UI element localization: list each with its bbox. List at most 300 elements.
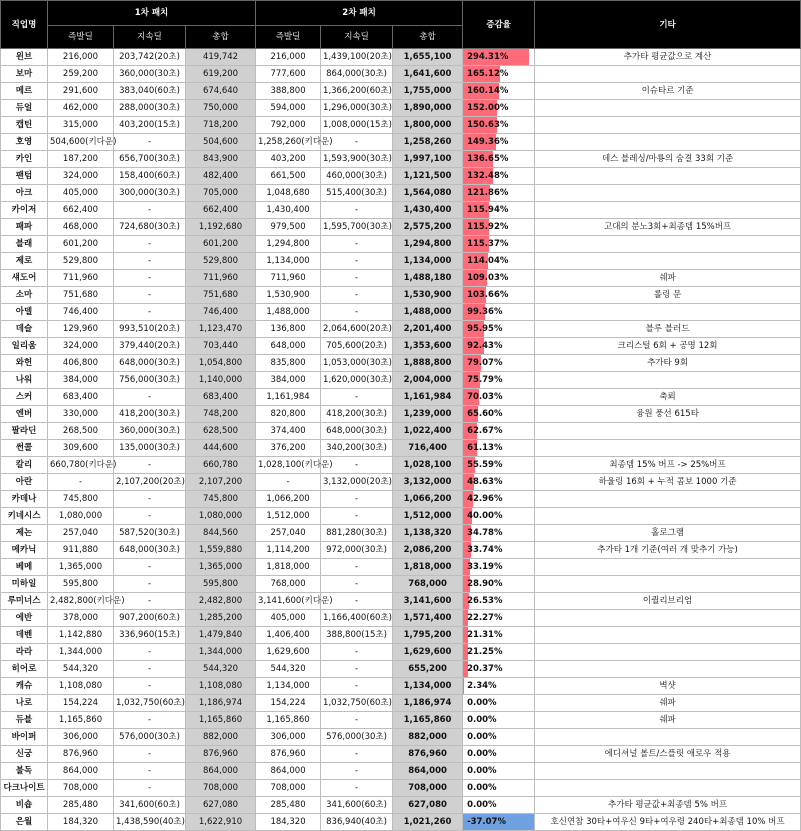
- instant-damage-1: 184,320: [48, 814, 114, 831]
- change-rate: [463, 780, 535, 797]
- note: 데스 블레싱/마룡의 숨결 33회 기준: [535, 151, 801, 168]
- dot-damage-1: -: [114, 389, 186, 406]
- change-rate: [463, 321, 535, 338]
- table-row: [1, 270, 801, 287]
- instant-damage-2: 136,800: [256, 321, 321, 338]
- table-row: [1, 695, 801, 712]
- table-row: [1, 372, 801, 389]
- total-damage-2: 1,165,860: [393, 712, 463, 729]
- dot-damage-2: -: [321, 780, 393, 797]
- change-rate: [463, 338, 535, 355]
- instant-damage-2: 376,200: [256, 440, 321, 457]
- instant-damage-1: 378,000: [48, 610, 114, 627]
- instant-damage-2: 594,000: [256, 100, 321, 117]
- rate-text: 48.63%: [467, 477, 502, 487]
- table-row: [1, 729, 801, 746]
- note: [535, 440, 801, 457]
- dot-damage-1: 587,520(30초): [114, 525, 186, 542]
- total-damage-2: 1,530,900: [393, 287, 463, 304]
- dot-damage-2: -: [321, 763, 393, 780]
- note: 홀로그램: [535, 525, 801, 542]
- dot-damage-2: -: [321, 576, 393, 593]
- dot-damage-2: -: [321, 270, 393, 287]
- instant-damage-2: 374,400: [256, 423, 321, 440]
- table-row: [1, 814, 801, 831]
- rate-text: 115.92%: [467, 222, 508, 232]
- dot-damage-1: -: [114, 202, 186, 219]
- change-rate: [463, 576, 535, 593]
- total-damage-2: 1,239,000: [393, 406, 463, 423]
- rate-text: 294.31%: [467, 52, 508, 62]
- instant-damage-1: 745,800: [48, 491, 114, 508]
- job-name: 불독: [1, 763, 48, 780]
- header-dot-1: 지속딜: [114, 26, 186, 49]
- total-damage-1: 660,780: [186, 457, 256, 474]
- table-row: [1, 491, 801, 508]
- note: 롤링 문: [535, 287, 801, 304]
- instant-damage-2: -: [256, 474, 321, 491]
- instant-damage-2: 768,000: [256, 576, 321, 593]
- dot-damage-2: 1,366,200(60초): [321, 83, 393, 100]
- job-name: 캐슈: [1, 678, 48, 695]
- dot-damage-1: -: [114, 678, 186, 695]
- instant-damage-2: 285,480: [256, 797, 321, 814]
- change-rate: [463, 559, 535, 576]
- total-damage-1: 1,054,800: [186, 355, 256, 372]
- note: [535, 168, 801, 185]
- note: [535, 423, 801, 440]
- rate-text: 160.14%: [467, 86, 508, 96]
- note: 크리스털 6회 + 공명 12회: [535, 338, 801, 355]
- instant-damage-1: 268,500: [48, 423, 114, 440]
- job-name: 데벤: [1, 627, 48, 644]
- total-damage-1: 705,000: [186, 185, 256, 202]
- rate-text: 75.79%: [467, 375, 502, 385]
- rate-text: 0.00%: [467, 732, 497, 742]
- dot-damage-2: -: [321, 559, 393, 576]
- instant-damage-1: 468,000: [48, 219, 114, 236]
- change-rate: [463, 423, 535, 440]
- dot-damage-2: -: [321, 508, 393, 525]
- total-damage-1: 1,559,880: [186, 542, 256, 559]
- instant-damage-2: 184,320: [256, 814, 321, 831]
- change-rate: [463, 219, 535, 236]
- dot-damage-2: 460,000(30초): [321, 168, 393, 185]
- instant-damage-1: 257,040: [48, 525, 114, 542]
- note: [535, 508, 801, 525]
- total-damage-1: 674,640: [186, 83, 256, 100]
- job-name: 루미너스: [1, 593, 48, 610]
- instant-damage-1: 1,080,000: [48, 508, 114, 525]
- job-name: 호영: [1, 134, 48, 151]
- table-row: [1, 236, 801, 253]
- instant-damage-1: 324,000: [48, 168, 114, 185]
- dot-damage-2: -: [321, 746, 393, 763]
- instant-damage-2: 1,629,600: [256, 644, 321, 661]
- job-name: 아크: [1, 185, 48, 202]
- total-damage-1: 1,622,910: [186, 814, 256, 831]
- table-row: [1, 559, 801, 576]
- note: [535, 763, 801, 780]
- note: [535, 610, 801, 627]
- total-damage-2: 1,294,800: [393, 236, 463, 253]
- total-damage-1: 748,200: [186, 406, 256, 423]
- rate-text: 28.90%: [467, 579, 502, 589]
- total-damage-1: 1,344,000: [186, 644, 256, 661]
- dot-damage-2: 1,595,700(30초): [321, 219, 393, 236]
- header-patch2: 2차 패치: [256, 1, 463, 26]
- table-row: [1, 457, 801, 474]
- total-damage-1: 2,107,200: [186, 474, 256, 491]
- instant-damage-2: 403,200: [256, 151, 321, 168]
- total-damage-2: 1,888,800: [393, 355, 463, 372]
- instant-damage-1: 662,400: [48, 202, 114, 219]
- job-name: 섀도어: [1, 270, 48, 287]
- dot-damage-1: -: [114, 304, 186, 321]
- total-damage-2: 1,028,100: [393, 457, 463, 474]
- dot-damage-1: 576,000(30초): [114, 729, 186, 746]
- rate-text: 132.48%: [467, 171, 508, 181]
- total-damage-1: 619,200: [186, 66, 256, 83]
- table-row: [1, 287, 801, 304]
- table-row: [1, 797, 801, 814]
- rate-text: 109.03%: [467, 273, 508, 283]
- note: 이슈타르 기준: [535, 83, 801, 100]
- job-name: 칼리: [1, 457, 48, 474]
- job-name: 미하일: [1, 576, 48, 593]
- total-damage-2: 1,134,000: [393, 253, 463, 270]
- total-damage-1: 1,165,860: [186, 712, 256, 729]
- note: [535, 100, 801, 117]
- instant-damage-1: 406,800: [48, 355, 114, 372]
- dot-damage-2: 705,600(20초): [321, 338, 393, 355]
- rate-text: 55.59%: [467, 460, 502, 470]
- job-name: 제로: [1, 253, 48, 270]
- change-rate: [463, 134, 535, 151]
- total-damage-1: 683,400: [186, 389, 256, 406]
- instant-damage-1: 660,780(키다운): [48, 457, 114, 474]
- instant-damage-2: 1,134,000: [256, 253, 321, 270]
- job-name: 일리움: [1, 338, 48, 355]
- job-name: 썬콜: [1, 440, 48, 457]
- dot-damage-2: -: [321, 304, 393, 321]
- note: [535, 491, 801, 508]
- change-rate: [463, 304, 535, 321]
- change-rate: [463, 253, 535, 270]
- instant-damage-1: 1,142,880: [48, 627, 114, 644]
- total-damage-2: 1,795,200: [393, 627, 463, 644]
- change-rate: [463, 100, 535, 117]
- rate-text: 21.25%: [467, 647, 502, 657]
- instant-damage-2: 708,000: [256, 780, 321, 797]
- dot-damage-1: 288,000(30초): [114, 100, 186, 117]
- note: 추가타 평균값+최종뎀 5% 버프: [535, 797, 801, 814]
- total-damage-2: 1,134,000: [393, 678, 463, 695]
- instant-damage-1: 306,000: [48, 729, 114, 746]
- change-rate: [463, 355, 535, 372]
- total-damage-2: 1,818,000: [393, 559, 463, 576]
- change-rate: [463, 797, 535, 814]
- total-damage-1: 504,600: [186, 134, 256, 151]
- total-damage-2: 2,575,200: [393, 219, 463, 236]
- note: 고대의 분노3회+최종뎀 15%버프: [535, 219, 801, 236]
- rate-text: 165.12%: [467, 69, 508, 79]
- rate-text: 95.95%: [467, 324, 502, 334]
- rate-text: -37.07%: [467, 817, 506, 827]
- instant-damage-2: 648,000: [256, 338, 321, 355]
- dot-damage-1: -: [114, 576, 186, 593]
- instant-damage-2: 1,134,000: [256, 678, 321, 695]
- dot-damage-1: 993,510(20초): [114, 321, 186, 338]
- instant-damage-1: 187,200: [48, 151, 114, 168]
- change-rate: [463, 389, 535, 406]
- total-damage-2: 1,353,600: [393, 338, 463, 355]
- total-damage-1: 627,080: [186, 797, 256, 814]
- instant-damage-1: 259,200: [48, 66, 114, 83]
- instant-damage-1: 683,400: [48, 389, 114, 406]
- instant-damage-1: 864,000: [48, 763, 114, 780]
- rate-text: 61.13%: [467, 443, 502, 453]
- note: 쉐파: [535, 712, 801, 729]
- change-rate: [463, 525, 535, 542]
- instant-damage-1: 751,680: [48, 287, 114, 304]
- table-row: [1, 151, 801, 168]
- table-row: [1, 440, 801, 457]
- dot-damage-2: 515,400(30초): [321, 185, 393, 202]
- total-damage-2: 1,890,000: [393, 100, 463, 117]
- total-damage-2: 2,086,200: [393, 542, 463, 559]
- instant-damage-2: 1,028,100(키다운): [256, 457, 321, 474]
- total-damage-1: 482,400: [186, 168, 256, 185]
- dot-damage-1: 300,000(30초): [114, 185, 186, 202]
- dot-damage-2: -: [321, 253, 393, 270]
- job-name: 윈브: [1, 49, 48, 66]
- instant-damage-1: 529,800: [48, 253, 114, 270]
- instant-damage-1: -: [48, 474, 114, 491]
- total-damage-1: 1,123,470: [186, 321, 256, 338]
- dot-damage-1: 724,680(30초): [114, 219, 186, 236]
- rate-text: 79.07%: [467, 358, 502, 368]
- instant-damage-1: 1,108,080: [48, 678, 114, 695]
- total-damage-1: 718,200: [186, 117, 256, 134]
- dot-damage-1: -: [114, 270, 186, 287]
- dot-damage-2: 388,800(15초): [321, 627, 393, 644]
- rate-text: 0.00%: [467, 766, 497, 776]
- instant-damage-1: 384,000: [48, 372, 114, 389]
- table-row: [1, 338, 801, 355]
- instant-damage-2: 3,141,600(키다운): [256, 593, 321, 610]
- note: 이퀄리브리엄: [535, 593, 801, 610]
- instant-damage-2: 544,320: [256, 661, 321, 678]
- job-name: 에반: [1, 610, 48, 627]
- dot-damage-1: 158,400(60초): [114, 168, 186, 185]
- change-rate: [463, 270, 535, 287]
- header-dot-2: 지속딜: [321, 26, 393, 49]
- total-damage-1: 864,000: [186, 763, 256, 780]
- table-row: [1, 117, 801, 134]
- dot-damage-2: -: [321, 644, 393, 661]
- change-rate: [463, 406, 535, 423]
- instant-damage-2: 1,258,260(키다운): [256, 134, 321, 151]
- instant-damage-1: 216,000: [48, 49, 114, 66]
- instant-damage-2: 154,224: [256, 695, 321, 712]
- total-damage-2: 1,488,000: [393, 304, 463, 321]
- dot-damage-2: 3,132,000(20초): [321, 474, 393, 491]
- dot-damage-2: -: [321, 593, 393, 610]
- table-row: [1, 406, 801, 423]
- dot-damage-2: 1,008,000(15초): [321, 117, 393, 134]
- table-row: [1, 746, 801, 763]
- table-row: [1, 185, 801, 202]
- dot-damage-1: -: [114, 763, 186, 780]
- header-job: 직업명: [1, 1, 48, 49]
- change-rate: [463, 593, 535, 610]
- instant-damage-2: 1,161,984: [256, 389, 321, 406]
- instant-damage-1: 324,000: [48, 338, 114, 355]
- change-rate: [463, 66, 535, 83]
- total-damage-2: 864,000: [393, 763, 463, 780]
- note: [535, 661, 801, 678]
- total-damage-2: 1,022,400: [393, 423, 463, 440]
- instant-damage-2: 216,000: [256, 49, 321, 66]
- instant-damage-2: 777,600: [256, 66, 321, 83]
- total-damage-1: 1,080,000: [186, 508, 256, 525]
- job-name: 키네시스: [1, 508, 48, 525]
- change-rate: [463, 372, 535, 389]
- note: 블루 블러드: [535, 321, 801, 338]
- table-row: [1, 304, 801, 321]
- instant-damage-2: 384,000: [256, 372, 321, 389]
- table-row: [1, 389, 801, 406]
- dot-damage-2: -: [321, 236, 393, 253]
- job-name: 히어로: [1, 661, 48, 678]
- rate-text: 40.00%: [467, 511, 502, 521]
- change-rate: [463, 49, 535, 66]
- dot-damage-1: -: [114, 491, 186, 508]
- rate-text: 121.86%: [467, 188, 508, 198]
- total-damage-1: 419,742: [186, 49, 256, 66]
- instant-damage-2: 792,000: [256, 117, 321, 134]
- instant-damage-2: 1,530,900: [256, 287, 321, 304]
- dot-damage-1: 336,960(15초): [114, 627, 186, 644]
- instant-damage-1: 1,165,860: [48, 712, 114, 729]
- instant-damage-1: 462,000: [48, 100, 114, 117]
- note: [535, 253, 801, 270]
- note: 벽샷: [535, 678, 801, 695]
- change-rate: [463, 151, 535, 168]
- job-name: 듀블: [1, 712, 48, 729]
- dot-damage-2: 341,600(60초): [321, 797, 393, 814]
- total-damage-1: 746,400: [186, 304, 256, 321]
- change-rate: [463, 542, 535, 559]
- change-rate: [463, 678, 535, 695]
- instant-damage-1: 1,344,000: [48, 644, 114, 661]
- dot-damage-2: 1,166,400(60초): [321, 610, 393, 627]
- total-damage-2: 1,800,000: [393, 117, 463, 134]
- job-name: 아란: [1, 474, 48, 491]
- table-row: [1, 423, 801, 440]
- dot-damage-1: 648,000(30초): [114, 355, 186, 372]
- dot-damage-2: -: [321, 678, 393, 695]
- total-damage-2: 1,066,200: [393, 491, 463, 508]
- dot-damage-2: 648,000(30초): [321, 423, 393, 440]
- job-name: 메카닉: [1, 542, 48, 559]
- dot-damage-1: 360,000(30초): [114, 66, 186, 83]
- dot-damage-1: 379,440(20초): [114, 338, 186, 355]
- total-damage-1: 876,960: [186, 746, 256, 763]
- note: 추가타 1개 기준(여러 개 맞추기 가능): [535, 542, 801, 559]
- dot-damage-1: 418,200(30초): [114, 406, 186, 423]
- change-rate: [463, 508, 535, 525]
- instant-damage-2: 1,512,000: [256, 508, 321, 525]
- instant-damage-2: 979,500: [256, 219, 321, 236]
- header-instant-2: 즉발딜: [256, 26, 321, 49]
- rate-text: 136.65%: [467, 154, 508, 164]
- instant-damage-1: 708,000: [48, 780, 114, 797]
- total-damage-1: 1,479,840: [186, 627, 256, 644]
- job-name: 제논: [1, 525, 48, 542]
- header-patch1: 1차 패치: [48, 1, 256, 26]
- note: 축뢰: [535, 389, 801, 406]
- table-row: [1, 763, 801, 780]
- total-damage-2: 655,200: [393, 661, 463, 678]
- dot-damage-2: -: [321, 287, 393, 304]
- total-damage-2: 1,186,974: [393, 695, 463, 712]
- total-damage-2: 1,161,984: [393, 389, 463, 406]
- table-row: [1, 49, 801, 66]
- note: [535, 185, 801, 202]
- change-rate: [463, 185, 535, 202]
- rate-text: 33.74%: [467, 545, 502, 555]
- rate-text: 0.00%: [467, 800, 497, 810]
- job-name: 나로: [1, 695, 48, 712]
- instant-damage-2: 1,066,200: [256, 491, 321, 508]
- dot-damage-2: -: [321, 389, 393, 406]
- instant-damage-2: 1,488,000: [256, 304, 321, 321]
- instant-damage-2: 864,000: [256, 763, 321, 780]
- change-rate: [463, 83, 535, 100]
- rate-text: 114.04%: [467, 256, 508, 266]
- instant-damage-2: 306,000: [256, 729, 321, 746]
- total-damage-1: 1,140,000: [186, 372, 256, 389]
- total-damage-1: 595,800: [186, 576, 256, 593]
- table-body: [1, 49, 801, 831]
- job-name: 다크나이트: [1, 780, 48, 797]
- change-rate: [463, 168, 535, 185]
- dot-damage-2: 972,000(30초): [321, 542, 393, 559]
- note: [535, 644, 801, 661]
- total-damage-1: 703,440: [186, 338, 256, 355]
- job-name: 아델: [1, 304, 48, 321]
- note: 최종뎀 15% 버프 -> 25%버프: [535, 457, 801, 474]
- rate-text: 62.67%: [467, 426, 502, 436]
- note: 추가타 9회: [535, 355, 801, 372]
- instant-damage-1: 601,200: [48, 236, 114, 253]
- rate-text: 99.36%: [467, 307, 502, 317]
- dot-damage-1: 2,107,200(20초): [114, 474, 186, 491]
- instant-damage-2: 405,000: [256, 610, 321, 627]
- note: 쉐파: [535, 695, 801, 712]
- note: [535, 66, 801, 83]
- job-name: 소마: [1, 287, 48, 304]
- dot-damage-1: 360,000(30초): [114, 423, 186, 440]
- rate-text: 21.31%: [467, 630, 502, 640]
- dot-damage-2: -: [321, 134, 393, 151]
- total-damage-2: 1,571,400: [393, 610, 463, 627]
- rate-text: 26.53%: [467, 596, 502, 606]
- table-row: [1, 525, 801, 542]
- table-row: [1, 712, 801, 729]
